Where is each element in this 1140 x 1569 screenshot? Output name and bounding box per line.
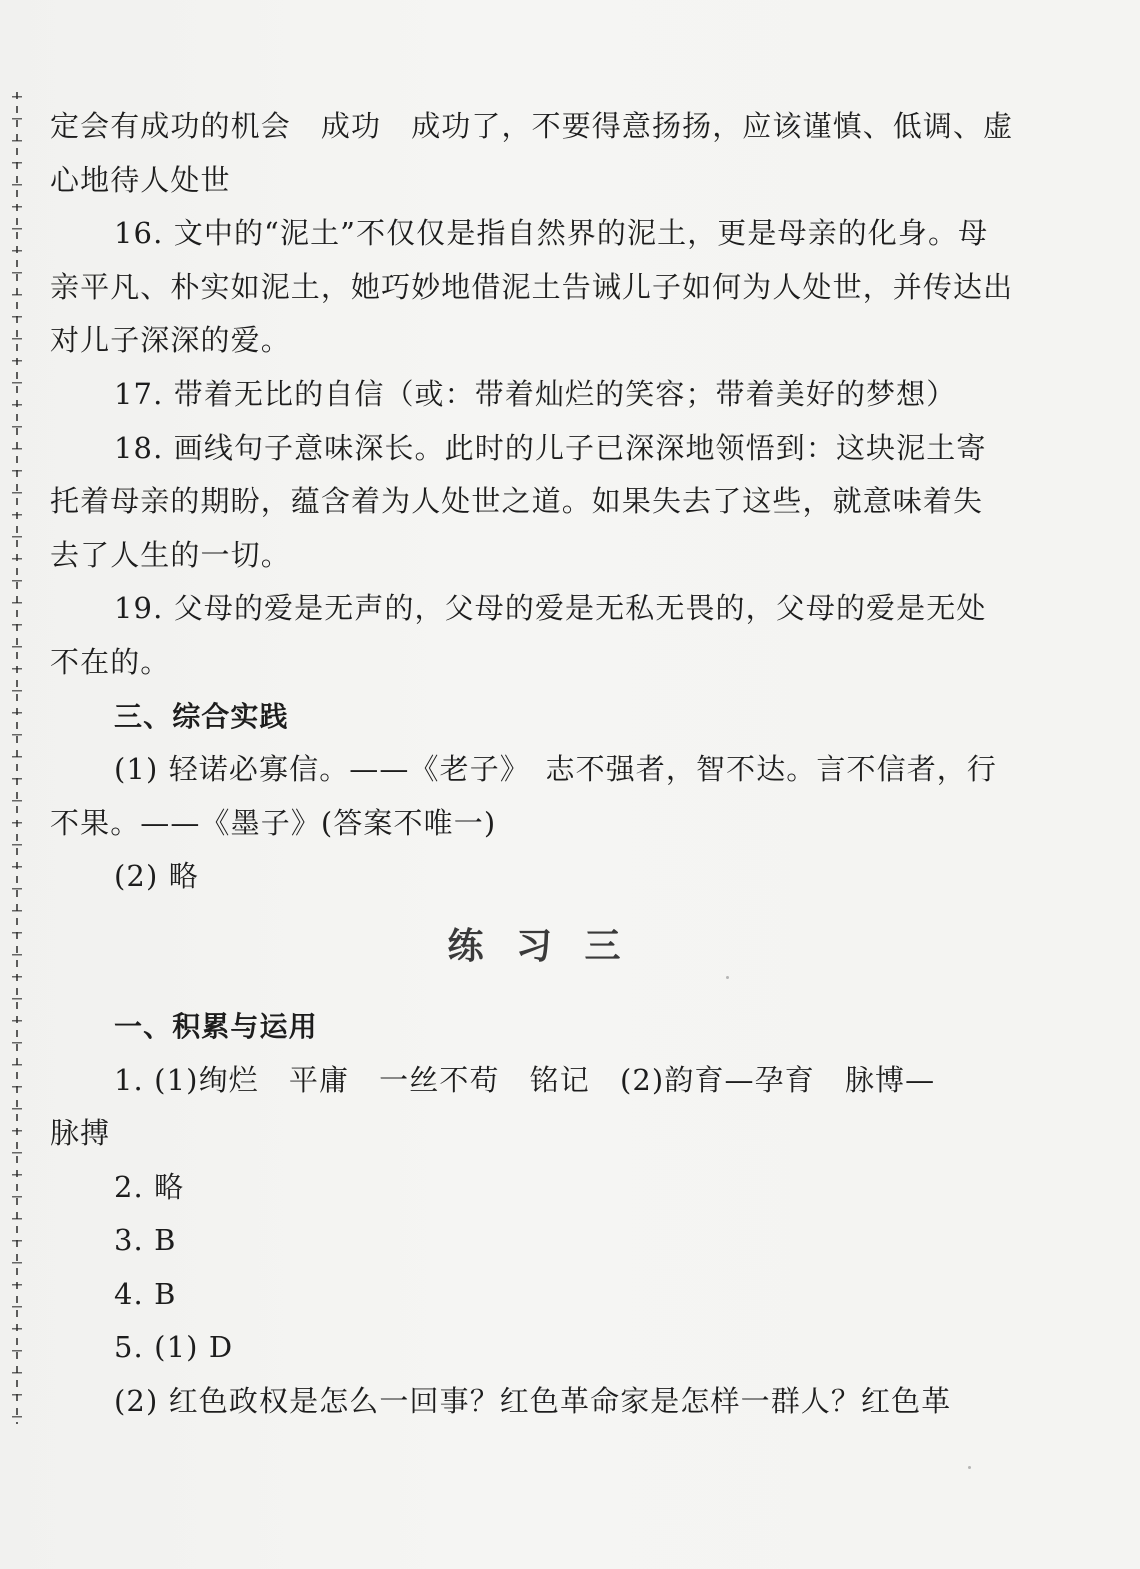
- section-heading-practice: 三、综合实践: [114, 699, 289, 733]
- text-line: 不果。——《墨子》(答案不唯一): [50, 805, 497, 840]
- text-line: 托着母亲的期盼，蕴含着为人处世之道。如果失去了这些，就意味着失: [50, 484, 984, 519]
- answer-18: 18. 画线句子意味深长。此时的儿子已深深地领悟到：这块泥土寄: [114, 430, 987, 465]
- binding-tick-marks: [12, 96, 22, 1422]
- paper-speck: [968, 1466, 971, 1469]
- answer-5-2: (2) 红色政权是怎么一回事？红色革命家是怎样一群人？红色革: [114, 1384, 952, 1419]
- answer-5-1: 5. (1) D: [114, 1330, 234, 1365]
- answer-3: 3. B: [114, 1223, 177, 1258]
- text-line: 定会有成功的机会 成功 成功了，不要得意扬扬，应该谨慎、低调、虚: [50, 109, 1014, 143]
- answer-4: 4. B: [114, 1276, 177, 1311]
- answer-17: 17. 带着无比的自信（或：带着灿烂的笑容；带着美好的梦想）: [114, 376, 957, 411]
- section-heading-accumulation: 一、积累与运用: [114, 1009, 318, 1043]
- text-line: 脉搏: [50, 1116, 111, 1151]
- practice-answer-1: (1) 轻诺必寡信。——《老子》 志不强者，智不达。言不信者，行: [114, 752, 997, 787]
- page-content: [50, 100, 1020, 1429]
- exercise-title: 练 习 三: [447, 925, 631, 967]
- answer-2: 2. 略: [114, 1169, 185, 1204]
- paper-speck: [726, 976, 729, 979]
- answer-1: 1. (1)绚烂 平庸 一丝不苟 铭记 (2)韵育—孕育 脉博—: [114, 1062, 936, 1097]
- text-line: 心地待人处世: [50, 162, 231, 197]
- practice-answer-2: (2) 略: [114, 859, 199, 894]
- text-line: 不在的。: [50, 644, 171, 679]
- text-line: 去了人生的一切。: [50, 537, 291, 572]
- text-line: 亲平凡、朴实如泥土，她巧妙地借泥土告诫儿子如何为人处世，并传达出: [50, 269, 1014, 304]
- answer-16: 16. 文中的“泥土”不仅仅是指自然界的泥土，更是母亲的化身。母: [114, 216, 989, 251]
- text-line: 对儿子深深的爱。: [50, 323, 291, 358]
- answer-19: 19. 父母的爱是无声的，父母的爱是无私无畏的，父母的爱是无处: [114, 591, 987, 626]
